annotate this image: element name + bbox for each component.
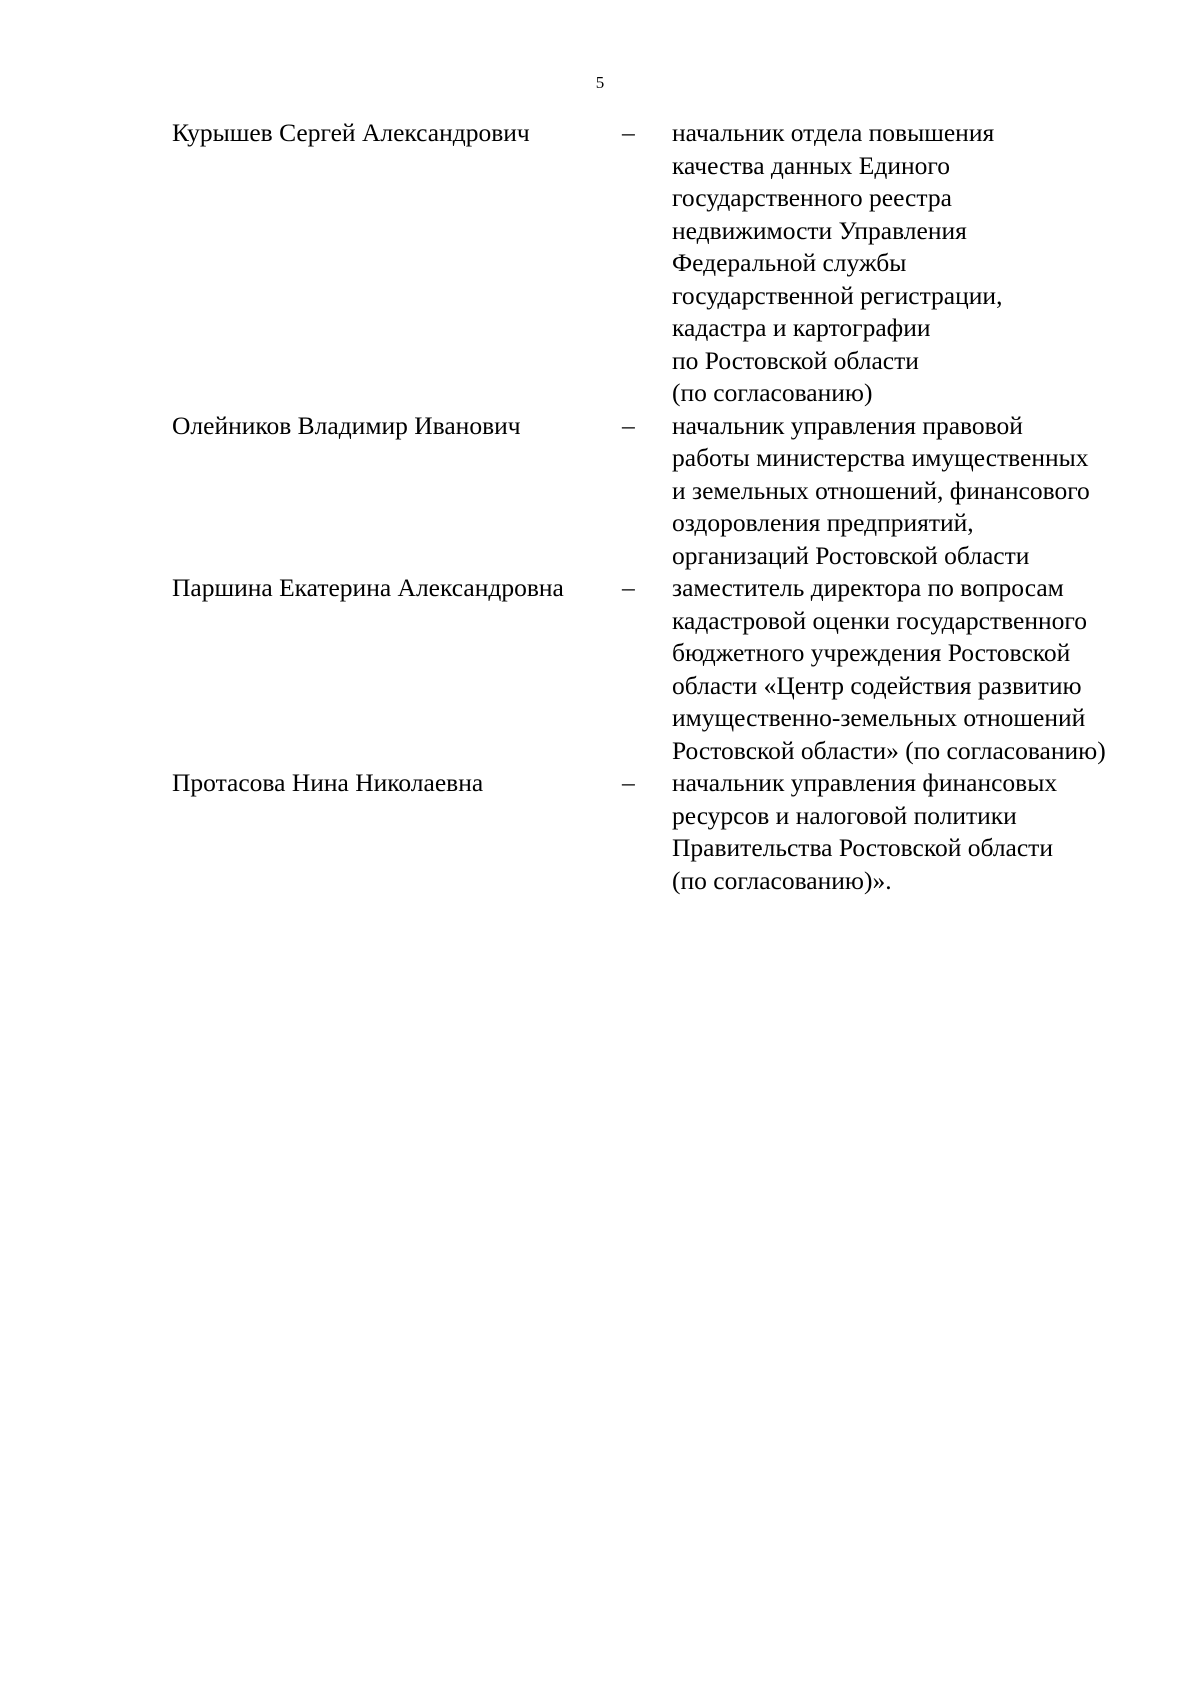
- member-position: заместитель директора по вопросам кадастровой оценки государственного бюджетного учреждения Ростовской области «Центр содействия развитию имущественно-земельных отношений Ростовской области» (по согласованию): [672, 573, 1106, 765]
- member-name: Протасова Нина Николаевна: [172, 768, 484, 797]
- list-item: [172, 572, 1172, 767]
- member-name: Курышев Сергей Александрович: [172, 118, 530, 147]
- member-position: начальник управления правовой работы министерства имущественных и земельных отношений, финансового оздоровления предприятий, организаций Ростовской области: [672, 410, 1090, 570]
- list-item: [172, 117, 1172, 410]
- member-position: начальник отдела повышения качества данных Единого государственного реестра недвижимости Управления Федеральной службы государственной регистрации, кадастра и картографии по Ростовской области (по согласованию): [672, 118, 1003, 407]
- member-dash: –: [622, 768, 635, 797]
- list-item: [172, 767, 1172, 897]
- member-name: Паршина Екатерина Александровна: [172, 573, 564, 602]
- page-number: 5: [595, 73, 605, 92]
- member-position: начальник управления финансовых ресурсов и налоговой политики Правительства Ростовской области (по согласованию)».: [672, 768, 1058, 895]
- list-item: [172, 410, 1172, 573]
- member-dash: –: [622, 410, 635, 440]
- member-name: Олейников Владимир Иванович: [172, 410, 521, 440]
- members-list: [172, 117, 1172, 897]
- member-dash: –: [622, 573, 635, 602]
- member-dash: –: [622, 118, 635, 147]
